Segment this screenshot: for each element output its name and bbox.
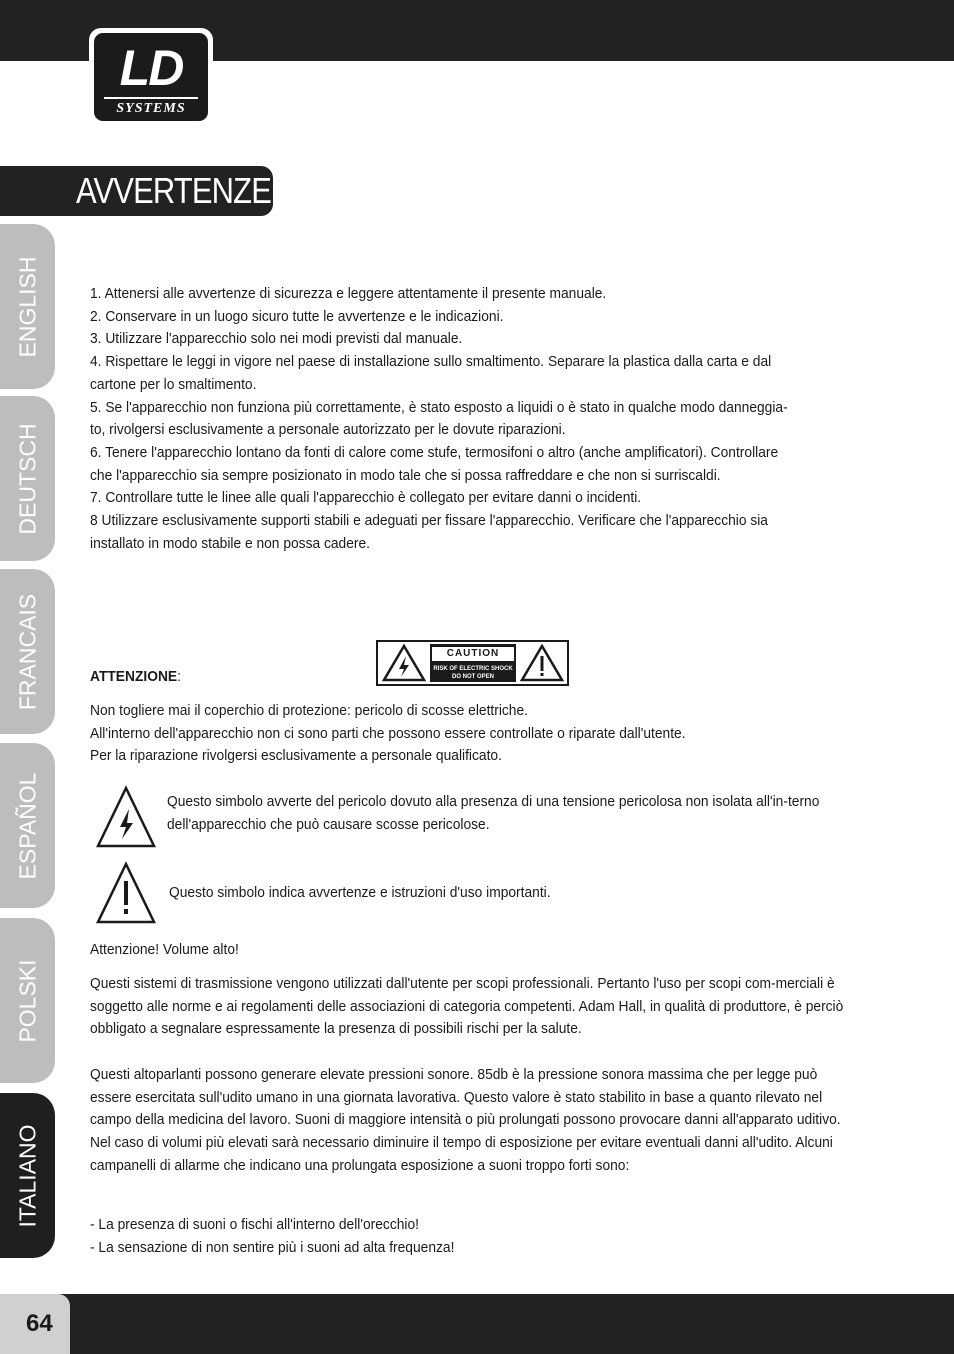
tab-label: FRANCAIS xyxy=(14,593,40,710)
attention-text xyxy=(90,700,826,768)
tab-francais[interactable] xyxy=(0,569,55,734)
attention-line: Per la riparazione rivolgersi esclusivamente a personale qualificato. xyxy=(90,747,502,765)
caution-subtext xyxy=(430,665,516,681)
caution-title: CAUTION xyxy=(432,647,514,661)
tab-label: ESPAÑOL xyxy=(14,772,40,879)
attention-line: All'interno dell'apparecchio non ci sono parti che possono essere controllate o riparate dall'utente. xyxy=(90,724,686,742)
instruction-item: 8 Utilizzare esclusivamente supporti stabili e adeguati per fissare l'apparecchio. Verificare che l'apparecchio sia installato in modo stabile e non possa cadere. xyxy=(90,512,768,552)
volume-paragraph-1: Questi sistemi di trasmissione vengono utilizzati dall'utente per scopi professionali. Pertanto l'uso per scopi com-merciali è soggetto alle norme e ai regolamenti delle associazioni di categoria competenti. Adam Hall, in qualità di produttore, è perciò obbligato a segnalare espressamente la presenza di possibili rischi per la salute. xyxy=(90,975,844,1038)
tab-label: DEUTSCH xyxy=(14,422,40,535)
tab-label: ITALIANO xyxy=(14,1123,40,1228)
caution-lightning-icon xyxy=(382,644,426,682)
safety-instructions xyxy=(90,283,800,555)
instruction-item: 6. Tenere l'apparecchio lontano da fonti di calore come stufe, termosifoni o altro (anche amplificatori). Controllare che l'apparecchio sia sempre posizionato in modo tale che si possa raffreddare e che non si surriscaldi. xyxy=(90,443,779,484)
instruction-item: 1. Attenersi alle avvertenze di sicurezza e leggere attentamente il presente manuale. xyxy=(90,285,607,302)
ld-systems-logo xyxy=(89,28,213,126)
caution-line: RISK OF ELECTRIC SHOCK xyxy=(433,666,513,672)
instruction-item: 5. Se l'apparecchio non funziona più correttamente, è stato esposto a liquidi o è stato in qualche modo danneggia-to, rivolgersi esclusivamente a personale autorizzato per le dovute riparazioni. xyxy=(90,398,788,439)
tab-english[interactable] xyxy=(0,224,55,389)
logo-mark: LD xyxy=(119,40,183,96)
exclamation-symbol-description: Questo simbolo indica avvertenze e istruzioni d'uso importanti. xyxy=(169,884,551,901)
tab-deutsch[interactable] xyxy=(0,396,55,561)
page-number: 64 xyxy=(26,1310,53,1337)
list-item: - La presenza di suoni o fischi all'interno dell'orecchio! xyxy=(90,1216,419,1233)
logo-subtitle: SYSTEMS xyxy=(116,101,186,116)
tab-label: POLSKI xyxy=(14,958,40,1043)
section-title-tab xyxy=(0,166,279,216)
page-number-tab xyxy=(0,1294,70,1354)
caution-label xyxy=(376,640,569,686)
instruction-item: 4. Rispettare le leggi in vigore nel paese di installazione sullo smaltimento. Separare la plastica dalla carta e dal cartone per lo smaltimento. xyxy=(90,353,772,393)
logo-divider xyxy=(104,97,198,99)
volume-paragraph-2: Questi altoparlanti possono generare elevate pressioni sonore. 85db è la pressione sonora massima che per legge può essere esercitata sull'udito umano in una giornata lavorativa. Questo valore è stato stabilito in base a quanto rilevato nel campo della medicina del lavoro. Suoni di maggiore intensità o più prolungati possono provocare danni all'apparato uditivo. Nel caso di volumi più elevati sarà necessario diminuire il tempo di esposizione per evitare eventuali danni all'udito. Alcuni campanelli di allarme che indicano una prolungata esposizione a suoni troppo forti sono: xyxy=(90,1066,841,1174)
tab-espanol[interactable] xyxy=(0,743,55,908)
caution-exclamation-icon xyxy=(520,644,564,682)
attention-heading: ATTENZIONE xyxy=(90,668,178,685)
instruction-item: 2. Conservare in un luogo sicuro tutte le avvertenze e le indicazioni. xyxy=(90,307,504,325)
instruction-item: 3. Utilizzare l'apparecchio solo nei modi previsti dal manuale. xyxy=(90,330,463,348)
caution-line: DO NOT OPEN xyxy=(451,674,494,680)
tab-italiano[interactable] xyxy=(0,1093,55,1258)
attention-line: Non togliere mai il coperchio di protezione: pericolo di scosse elettriche. xyxy=(90,702,528,719)
list-item: - La sensazione di non sentire più i suoni ad alta frequenza! xyxy=(90,1238,455,1256)
lightning-symbol-description: Questo simbolo avverte del pericolo dovuto alla presenza di una tensione pericolosa non isolata all'in-terno dell'apparecchio che può causare scosse pericolose. xyxy=(167,793,820,833)
section-title: AVVERTENZE: xyxy=(76,170,279,211)
warning-signs-list xyxy=(90,1214,826,1259)
lightning-triangle-icon xyxy=(95,785,157,849)
attention-colon: : xyxy=(177,668,181,685)
tab-polski[interactable] xyxy=(0,918,55,1083)
bottom-bar xyxy=(0,1294,954,1354)
exclamation-triangle-icon xyxy=(95,861,157,925)
instruction-item: 7. Controllare tutte le linee alle quali l'apparecchio è collegato per evitare danni o incidenti. xyxy=(90,489,642,507)
caution-plate xyxy=(430,644,516,682)
tab-label: ENGLISH xyxy=(14,256,40,357)
attention-heading-row xyxy=(90,666,329,689)
volume-heading: Attenzione! Volume alto! xyxy=(90,941,239,958)
